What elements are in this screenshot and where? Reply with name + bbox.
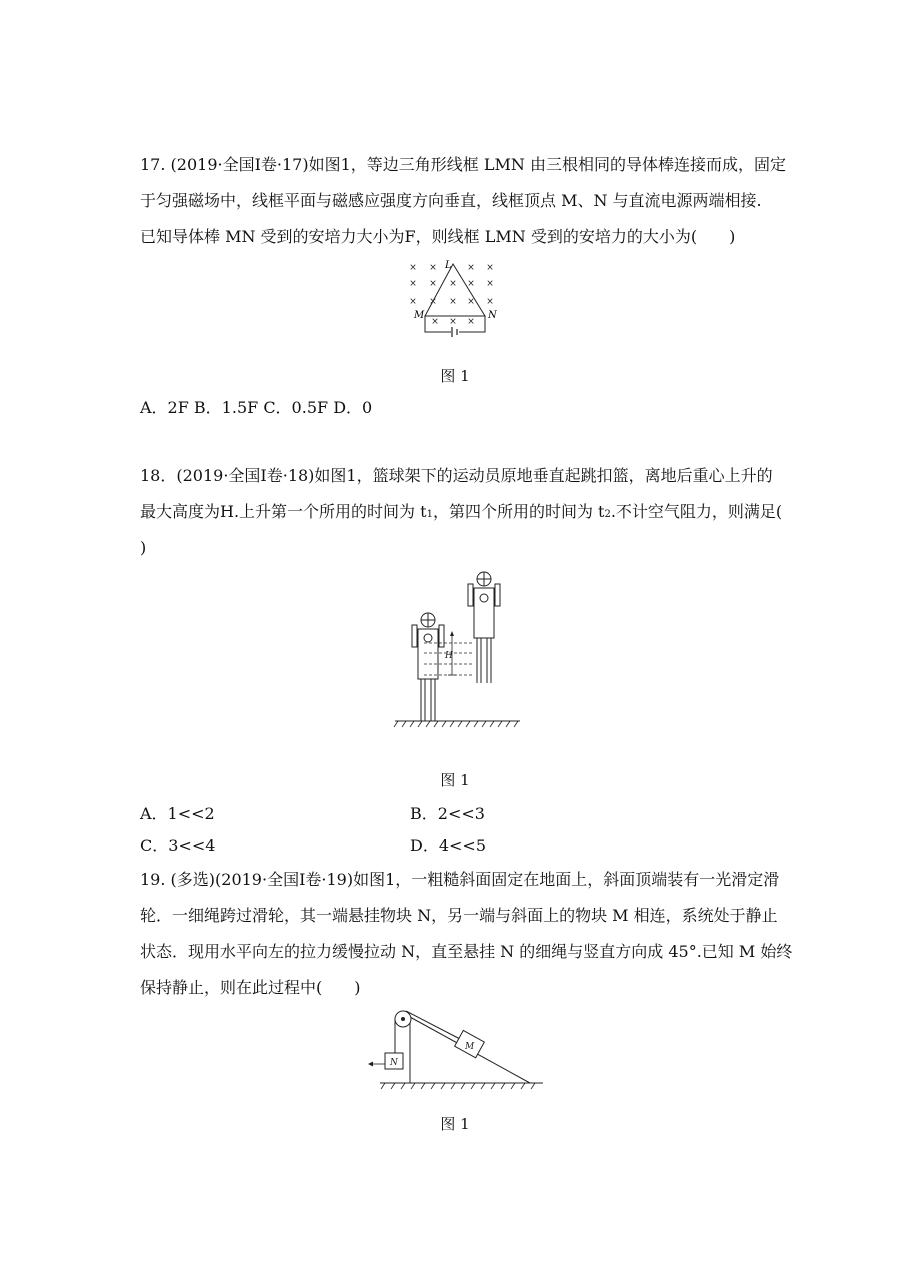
q18-figure-caption: 图 1 xyxy=(440,771,470,789)
q18-line-3: ) xyxy=(140,538,147,557)
q19-figure-incline-pulley xyxy=(365,1005,545,1095)
q18-label-H: H xyxy=(445,651,453,661)
q19-line-1: 19. (多选)(2019·全国Ⅰ卷·19)如图1，一粗糙斜面固定在地面上，斜面顶端装有一光滑定滑 xyxy=(140,870,780,889)
q17-label-N: N xyxy=(488,310,497,321)
svg-text:×: × xyxy=(429,263,437,273)
q19-label-N: N xyxy=(390,1058,398,1068)
q17-figure-caption: 图 1 xyxy=(440,367,470,385)
q19-line-3: 状态．现用水平向左的拉力缓慢拉动 N，直至悬挂 N 的细绳与竖直方向成 45°.已知 M 始终 xyxy=(140,942,793,961)
svg-text:×: × xyxy=(486,279,494,289)
q18-line-2: 最大高度为H.上升第一个所用的时间为 t1，第四个所用的时间为 t2.不计空气阻力，则满足( xyxy=(140,502,783,521)
svg-text:×: × xyxy=(486,263,494,273)
q17-figure-triangle-frame xyxy=(405,256,505,340)
q17-line-2: 于匀强磁场中，线框平面与磁感应强度方向垂直，线框顶点 M、N 与直流电源两端相接. xyxy=(140,191,762,210)
q18-option-c: C．3<<4 xyxy=(140,836,216,855)
q19-label-M: M xyxy=(465,1042,475,1052)
q18-option-a: A．1<<2 xyxy=(140,804,215,823)
svg-text:×: × xyxy=(449,297,457,307)
svg-text:×: × xyxy=(409,297,417,307)
q19-figure-caption: 图 1 xyxy=(440,1115,470,1133)
svg-text:×: × xyxy=(429,279,437,289)
q18-line-1: 18．(2019·全国Ⅰ卷·18)如图1，篮球架下的运动员原地垂直起跳扣篮，离地后重心上升的 xyxy=(140,466,773,485)
svg-text:×: × xyxy=(449,279,457,289)
q18-option-d: D．4<<5 xyxy=(410,836,487,855)
svg-text:×: × xyxy=(449,317,457,327)
svg-text:×: × xyxy=(467,317,475,327)
q17-options: A．2F B．1.5F C．0.5F D．0 xyxy=(140,398,373,417)
svg-text:×: × xyxy=(467,297,475,307)
q18-figure-basketball-jump xyxy=(390,565,525,730)
svg-text:×: × xyxy=(409,279,417,289)
q17-line-1: 17. (2019·全国Ⅰ卷·17)如图1，等边三角形线框 LMN 由三根相同的导体棒连接而成，固定 xyxy=(140,155,786,174)
svg-text:×: × xyxy=(486,297,494,307)
svg-text:×: × xyxy=(467,279,475,289)
svg-text:×: × xyxy=(429,297,437,307)
svg-text:×: × xyxy=(431,317,439,327)
svg-text:×: × xyxy=(467,263,475,273)
q17-label-L: L xyxy=(445,260,452,271)
q19-line-4: 保持静止，则在此过程中( ) xyxy=(140,978,361,997)
q18-option-b: B．2<<3 xyxy=(410,804,485,823)
q19-line-2: 轮．一细绳跨过滑轮，其一端悬挂物块 N，另一端与斜面上的物块 M 相连，系统处于静止 xyxy=(140,906,778,925)
q17-line-3: 已知导体棒 MN 受到的安培力大小为F，则线框 LMN 受到的安培力的大小为( ) xyxy=(140,227,736,246)
q17-label-M: M xyxy=(414,310,425,321)
svg-text:×: × xyxy=(409,263,417,273)
